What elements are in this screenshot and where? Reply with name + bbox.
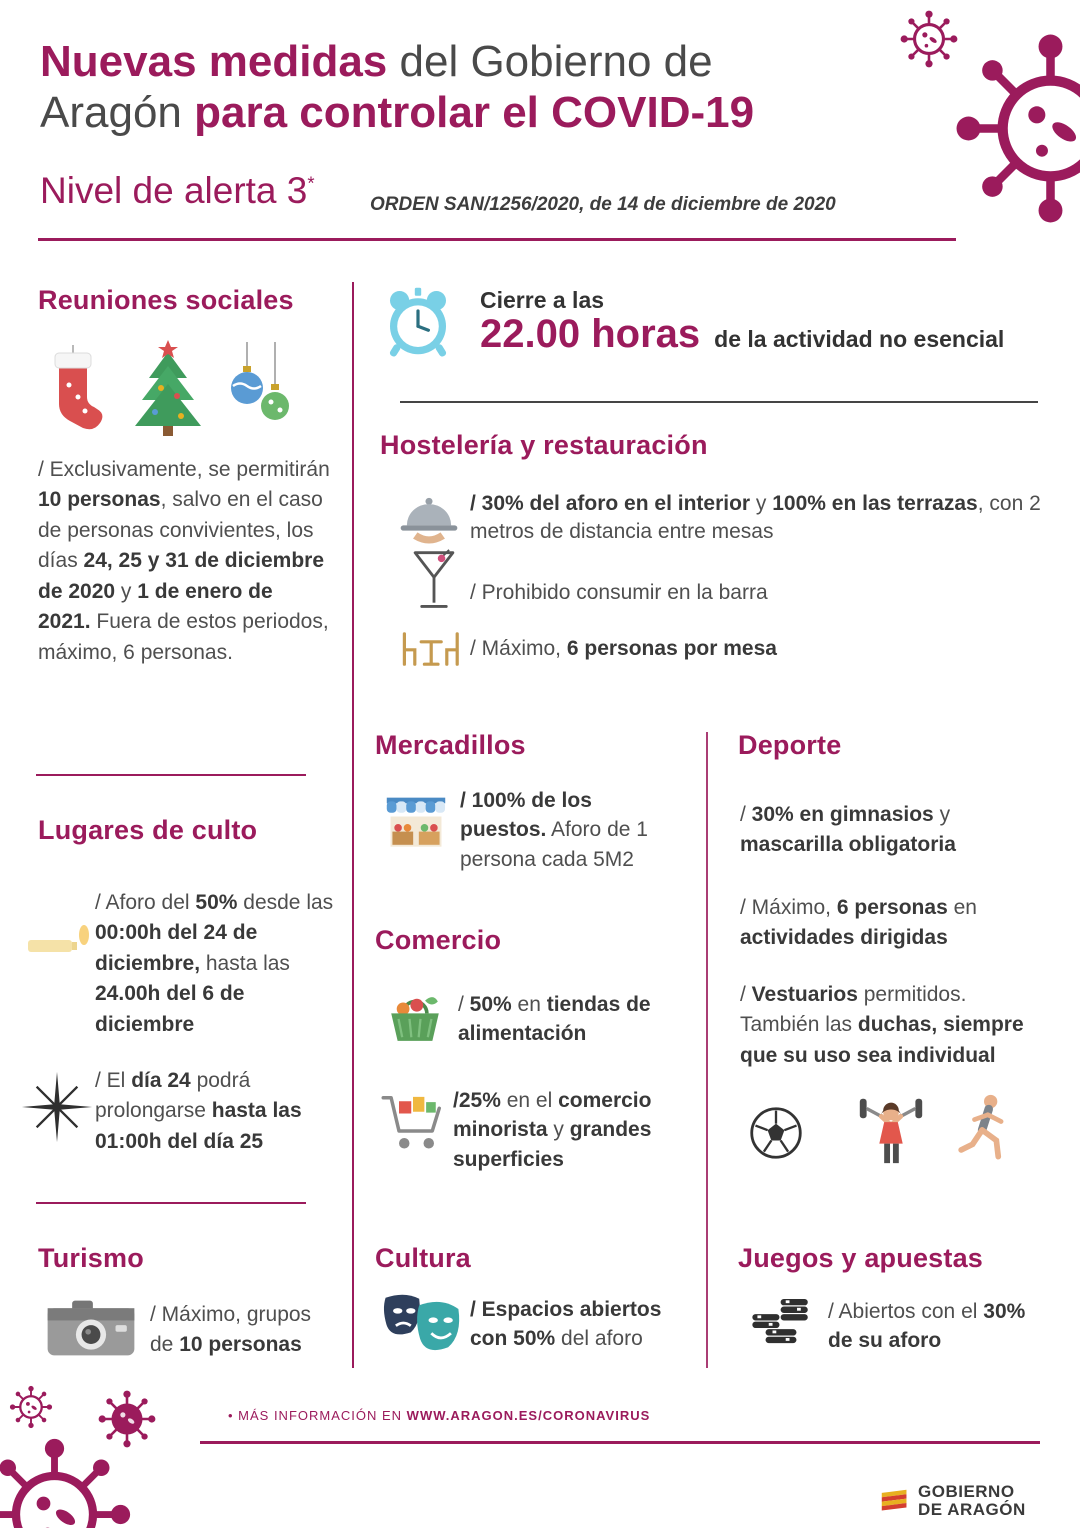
logo-text <box>918 1483 1026 1519</box>
hosteleria-item-1: / 30% del aforo en el interior y 100% en las terrazas, con 2 metros de distancia entre mesas <box>470 492 1041 544</box>
left-divider-1 <box>36 774 306 776</box>
star-icon <box>20 1070 94 1144</box>
closure-intro: Cierre a las <box>480 287 605 313</box>
juegos-item-1: / Abiertos con el 30% de su aforo <box>828 1300 1026 1353</box>
right-column-divider <box>706 732 708 1368</box>
section-title-comercio: Comercio <box>375 925 502 955</box>
section-title-hosteleria: Hostelería y restauración <box>380 430 708 460</box>
cultura-item-1: / Espacios abiertos con 50% del aforo <box>470 1298 662 1351</box>
candle-icon <box>26 918 98 960</box>
grocery-basket-icon <box>383 986 447 1050</box>
section-title-cultura: Cultura <box>375 1243 471 1273</box>
soccer-ball-icon <box>748 1105 804 1161</box>
footer-info: • MÁS INFORMACIÓN EN WWW.ARAGON.ES/CORONAVIRUS <box>228 1408 651 1423</box>
christmas-stocking-icon <box>45 345 103 437</box>
turismo-item-1: / Máximo, grupos de 10 personas <box>150 1303 312 1357</box>
left-column-divider <box>352 282 354 1368</box>
section-title-juegos: Juegos y apuestas <box>738 1243 984 1273</box>
hosteleria-item-2: / Prohibido consumir en la barra <box>470 581 768 604</box>
reuniones-body: / Exclusivamente, se permitirán 10 personas, salvo en el caso de personas convivientes, los días 24, 25 y 31 de diciembre de 2020 y 1 de enero de 2021. Fuera de estos periodos, máximo, 6 personas. <box>38 458 330 664</box>
camera-icon <box>42 1295 140 1361</box>
order-reference: ORDEN SAN/1256/2020, de 14 de diciembre de 2020 <box>370 194 836 215</box>
closure-scope: de la actividad no esencial <box>714 326 1005 352</box>
logo-line1: GOBIERNO <box>918 1482 1015 1501</box>
left-divider-2 <box>36 1202 306 1204</box>
virus-icon <box>0 1432 137 1528</box>
closure-time: 22.00 horas <box>480 312 701 356</box>
poker-chips-icon <box>748 1292 814 1352</box>
logo-line2: DE ARAGÓN <box>918 1499 1026 1519</box>
theater-masks-icon <box>380 1290 464 1356</box>
table-chairs-icon <box>398 628 462 670</box>
section-title-turismo: Turismo <box>38 1243 144 1273</box>
christmas-baubles-icon <box>225 342 297 434</box>
page-title-line2: Aragón para controlar el COVID-19 <box>40 88 755 138</box>
section-title-reuniones: Reuniones sociales <box>38 285 294 315</box>
cocktail-icon <box>410 548 458 614</box>
gobierno-aragon-logo <box>880 1483 1026 1519</box>
closure-row <box>480 312 1040 357</box>
culto-item-2: / El día 24 podrá prolongarse hasta las 01:00h del día 25 <box>95 1069 302 1153</box>
market-stall-icon <box>382 792 450 858</box>
virus-icon <box>8 1384 54 1430</box>
page-title <box>40 36 870 138</box>
deporte-item-2: / Máximo, 6 personas en actividades dirigidas <box>740 896 977 950</box>
closure-divider <box>400 401 1038 403</box>
footer-divider <box>200 1441 1040 1444</box>
alert-level: Nivel de alerta 3* <box>40 170 315 211</box>
alarm-clock-icon <box>378 283 458 363</box>
comercio-item-1: / 50% en tiendas de alimentación <box>458 993 651 1046</box>
cloche-icon <box>398 493 460 547</box>
hosteleria-item-3: / Máximo, 6 personas por mesa <box>470 637 777 660</box>
section-title-mercadillos: Mercadillos <box>375 730 526 760</box>
virus-icon <box>948 26 1080 231</box>
runner-icon <box>955 1092 1013 1168</box>
mercadillos-item-1: / 100% de los puestos. Aforo de 1 persona cada 5M2 <box>460 789 648 871</box>
deporte-item-1: / 30% en gimnasios y mascarilla obligatoria <box>740 803 956 857</box>
page-title-line1: Nuevas medidas del Gobierno de <box>40 37 713 86</box>
deporte-item-3: / Vestuarios permitidos. También las duchas, siempre que su uso sea individual <box>740 983 1024 1067</box>
header-divider <box>38 238 956 241</box>
culto-item-1: / Aforo del 50% desde las 00:00h del 24 de diciembre, hasta las 24.00h del 6 de diciembre <box>95 891 334 1036</box>
christmas-tree-icon <box>125 338 211 438</box>
weightlifter-icon <box>855 1090 927 1168</box>
shopping-cart-icon <box>378 1088 448 1160</box>
section-title-deporte: Deporte <box>738 730 842 760</box>
aragon-flag-icon <box>880 1485 910 1517</box>
section-title-culto: Lugares de culto <box>38 815 258 845</box>
comercio-item-2: /25% en el comercio minorista y grandes superficies <box>453 1089 652 1171</box>
